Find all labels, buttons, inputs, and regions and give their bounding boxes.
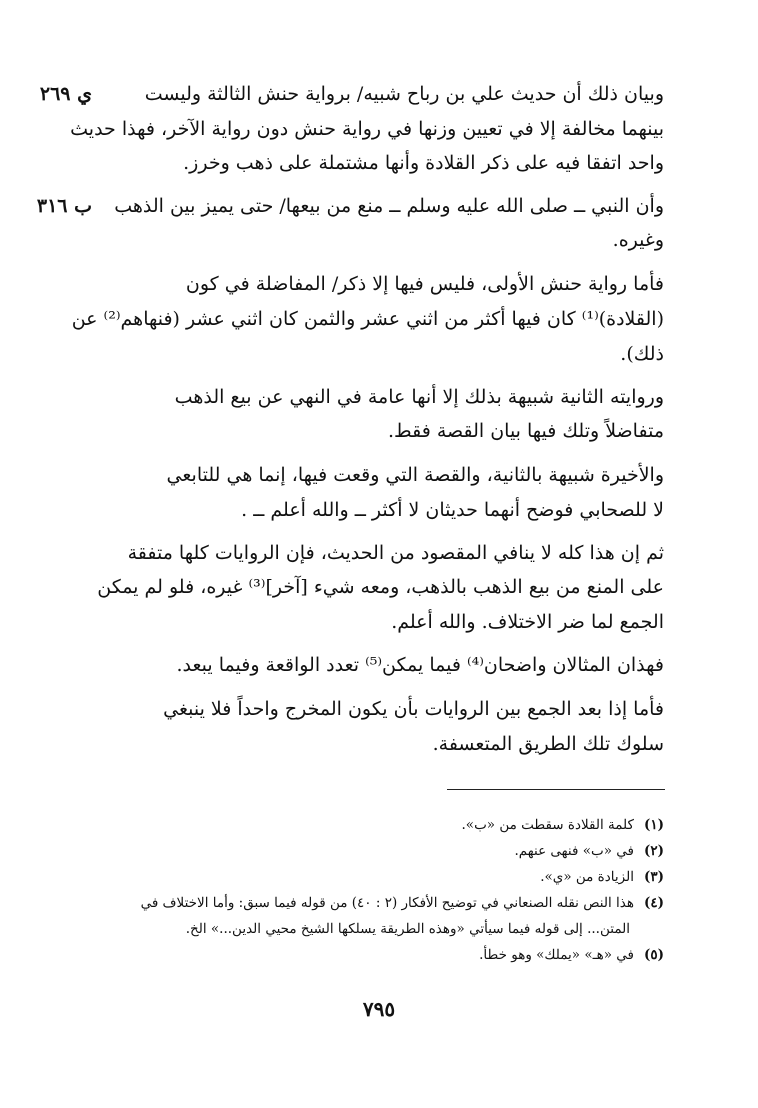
footnote-number: (٤): [643, 895, 664, 911]
body-line: لا للصحابي فوضح أنهما حديثان لا أكثر ــ والله أعلم ــ .: [241, 499, 664, 521]
footnote-text: هذا النص نقله الصنعاني في توضيح الأفكار (٢ : ٤٠) من قوله فيما سبق: وأما الاختلاف في: [140, 895, 634, 911]
body-line: فأما إذا بعد الجمع بين الروايات بأن يكون المخرج واحداً فلا ينبغي: [163, 698, 664, 720]
body-line: (القلادة)⁽¹⁾ كان فيها أكثر من اثني عشر والثمن كان اثني عشر (فنهاهم⁽²⁾ عن: [71, 308, 664, 330]
footnote-text: كلمة القلادة سقطت من «ب».: [461, 817, 634, 833]
body-line: ثم إن هذا كله لا ينافي المقصود من الحديث، فإن الروايات كلها متفقة: [127, 542, 664, 564]
footnote-continuation: [186, 917, 630, 941]
body-line: وبيان ذلك أن حديث علي بن رباح شبيه/ برواية حنش الثالثة وليست: [144, 83, 664, 105]
margin-reference: ي ٢٦٩: [39, 83, 92, 105]
body-line: الجمع لما ضر الاختلاف. والله أعلم.: [391, 611, 664, 633]
body-line: متفاضلاً وتلك فيها بيان القصة فقط.: [388, 420, 664, 442]
footnote-text: في «هـ» «يملك» وهو خطأ.: [479, 947, 634, 963]
page-number: ٧٩٥: [362, 997, 396, 1021]
body-line: على المنع من بيع الذهب بالذهب، ومعه شيء [آخر]⁽³⁾ غيره، فلو لم يمكن: [97, 576, 664, 598]
footnote-number: (١): [643, 817, 664, 833]
footnote-separator: [447, 789, 665, 790]
body-line: بينهما مخالفة إلا في تعيين وزنها في رواية حنش دون رواية الآخر، فهذا حديث: [70, 118, 664, 140]
footnote-number: (٣): [643, 869, 664, 885]
body-line: والأخيرة شبيهة بالثانية، والقصة التي وقعت فيها، إنما هي للتابعي: [166, 464, 664, 486]
margin-reference: ب ٣١٦: [36, 195, 92, 217]
footnote: [141, 891, 664, 915]
body-line: وروايته الثانية شبيهة بذلك إلا أنها عامة في النهي عن بيع الذهب: [174, 386, 664, 408]
body-line: واحد اتفقا فيه على ذكر القلادة وأنها مشتملة على ذهب وخرز.: [183, 152, 664, 174]
footnote-text: الزيادة من «ي».: [540, 869, 634, 885]
body-line: وغيره.: [612, 229, 664, 251]
footnote: [515, 839, 664, 863]
footnote: [479, 943, 664, 967]
footnote: [462, 813, 664, 837]
body-line: سلوك تلك الطريق المتعسفة.: [432, 733, 664, 755]
body-line: فهذان المثالان واضحان⁽⁴⁾ فيما يمكن⁽⁵⁾ تعدد الواقعة وفيما يبعد.: [176, 654, 664, 676]
body-line: وأن النبي ــ صلى الله عليه وسلم ــ منع من بيعها/ حتى يميز بين الذهب: [114, 195, 664, 217]
body-line: فأما رواية حنش الأولى، فليس فيها إلا ذكر/ المفاضلة في كون: [185, 273, 664, 295]
footnote-text: في «ب» فنهى عنهم.: [514, 843, 634, 859]
footnote: [540, 865, 664, 889]
footnote-number: (٥): [643, 947, 664, 963]
footnote-text: المتن... إلى قوله فيما سيأتي «وهذه الطريقة يسلكها الشيخ محيي الدين...» الخ.: [185, 921, 630, 937]
footnote-number: (٢): [643, 843, 664, 859]
body-line: ذلك).: [620, 343, 664, 365]
